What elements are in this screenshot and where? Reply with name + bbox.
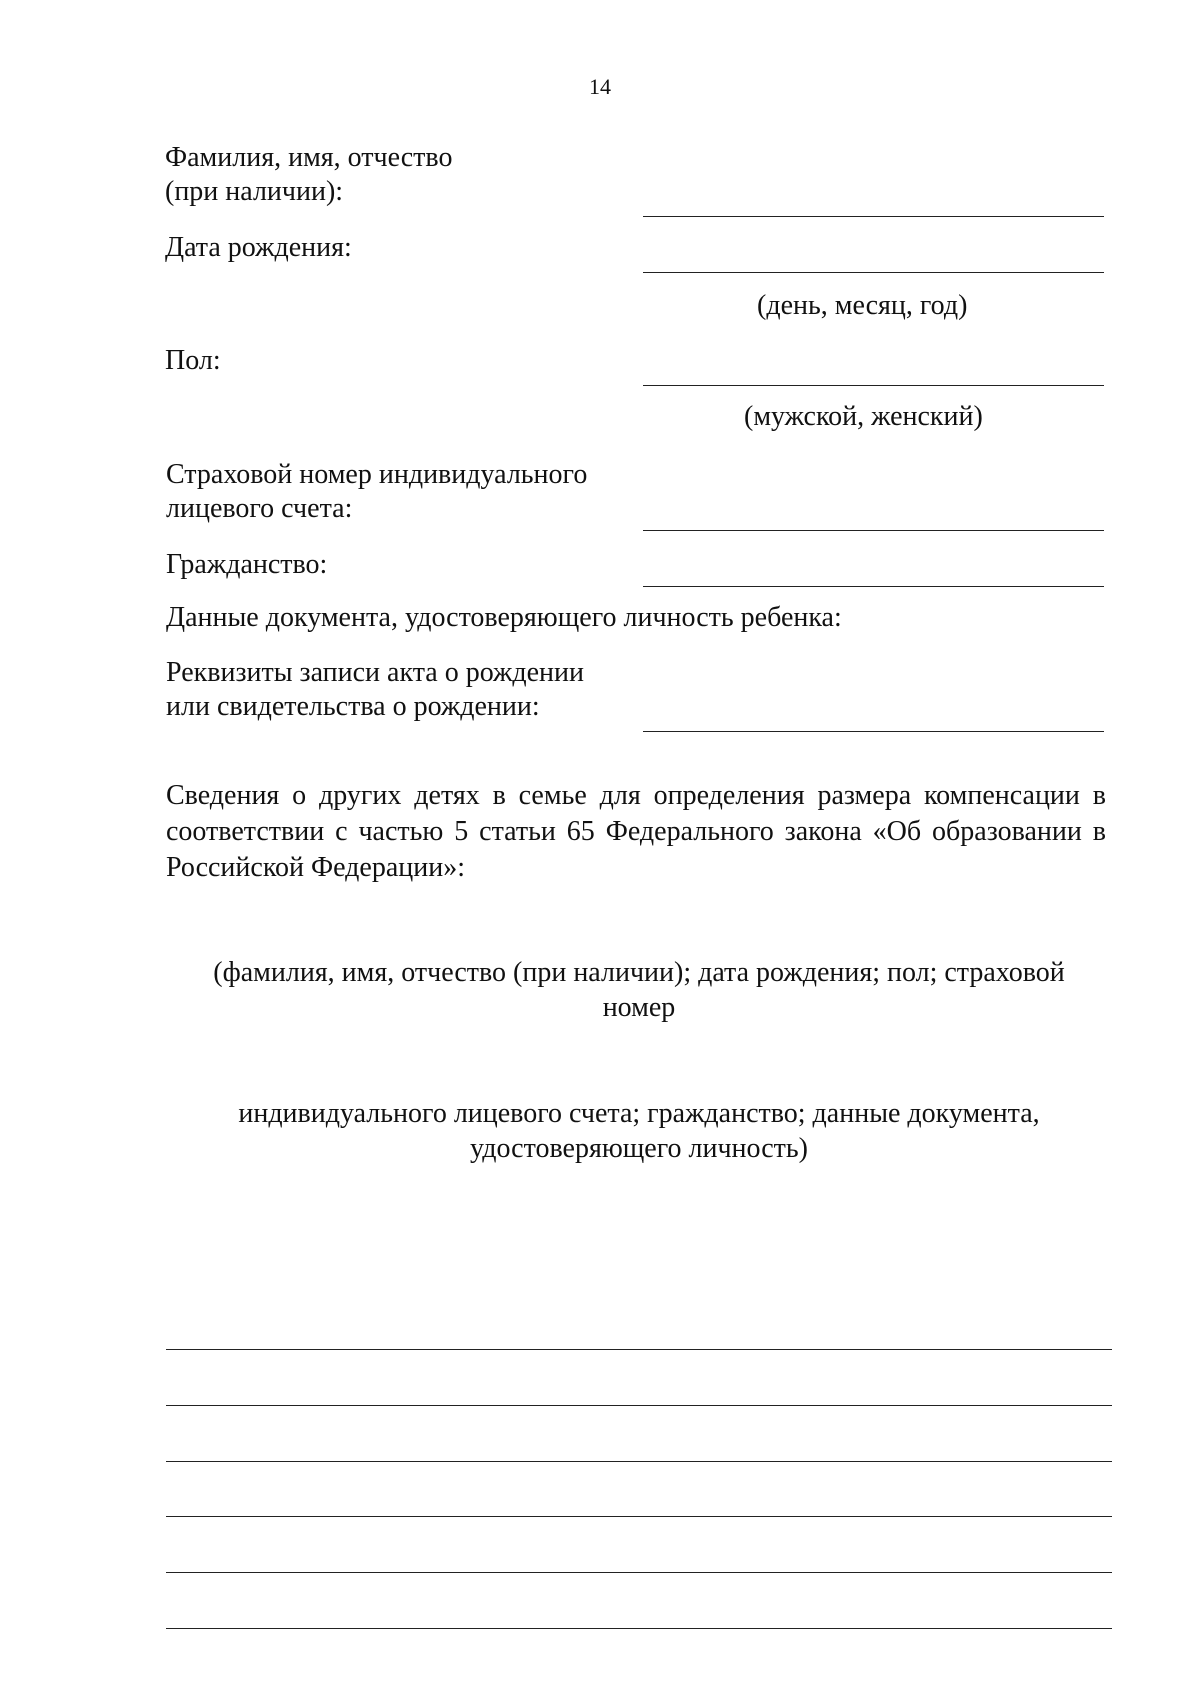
identity-document-label: Данные документа, удостоверяющего личность ребенка: bbox=[166, 602, 842, 633]
citizenship-input-line[interactable] bbox=[643, 586, 1104, 587]
page-number: 14 bbox=[589, 74, 611, 99]
birth-record-input-line[interactable] bbox=[643, 731, 1104, 732]
snils-label-line2: лицевого счета: bbox=[166, 493, 353, 524]
other-children-hint2-line1: индивидуального лицевого счета; гражданство; данные документа, bbox=[238, 1098, 1040, 1129]
sex-input-line[interactable] bbox=[643, 385, 1104, 386]
other-children-hint1-line2: номер bbox=[602, 992, 676, 1023]
other-children-input-line-5[interactable] bbox=[166, 1572, 1112, 1573]
full-name-input-line[interactable] bbox=[643, 216, 1104, 217]
other-children-paragraph: Сведения о других детях в семье для определения размера компенсации в соответствии с частью 5 статьи 65 Федерального закона «Об образовании в Российской Федерации»: bbox=[166, 780, 1106, 883]
birth-date-label: Дата рождения: bbox=[165, 232, 352, 263]
snils-input-line[interactable] bbox=[643, 530, 1104, 531]
snils-label-line1: Страховой номер индивидуального bbox=[166, 459, 588, 490]
full-name-label-line2: (при наличии): bbox=[165, 176, 344, 207]
other-children-input-line-3[interactable] bbox=[166, 1461, 1112, 1462]
other-children-hint2-line2: удостоверяющего личность) bbox=[469, 1133, 808, 1164]
other-children-input-line-6[interactable] bbox=[166, 1628, 1112, 1629]
birth-date-hint: (день, месяц, год) bbox=[757, 290, 968, 321]
sex-label: Пол: bbox=[165, 345, 221, 376]
other-children-input-line-4[interactable] bbox=[166, 1516, 1112, 1517]
birth-date-input-line[interactable] bbox=[643, 272, 1104, 273]
sex-hint: (мужской, женский) bbox=[744, 401, 983, 432]
citizenship-label: Гражданство: bbox=[166, 549, 328, 580]
other-children-input-line-1[interactable] bbox=[166, 1349, 1112, 1350]
other-children-input-line-2[interactable] bbox=[166, 1405, 1112, 1406]
full-name-label-line1: Фамилия, имя, отчество bbox=[165, 142, 453, 173]
other-children-hint1-line1: (фамилия, имя, отчество (при наличии); дата рождения; пол; страховой bbox=[213, 957, 1065, 988]
birth-record-label-line1: Реквизиты записи акта о рождении bbox=[166, 657, 584, 688]
birth-record-label-line2: или свидетельства о рождении: bbox=[166, 691, 540, 722]
